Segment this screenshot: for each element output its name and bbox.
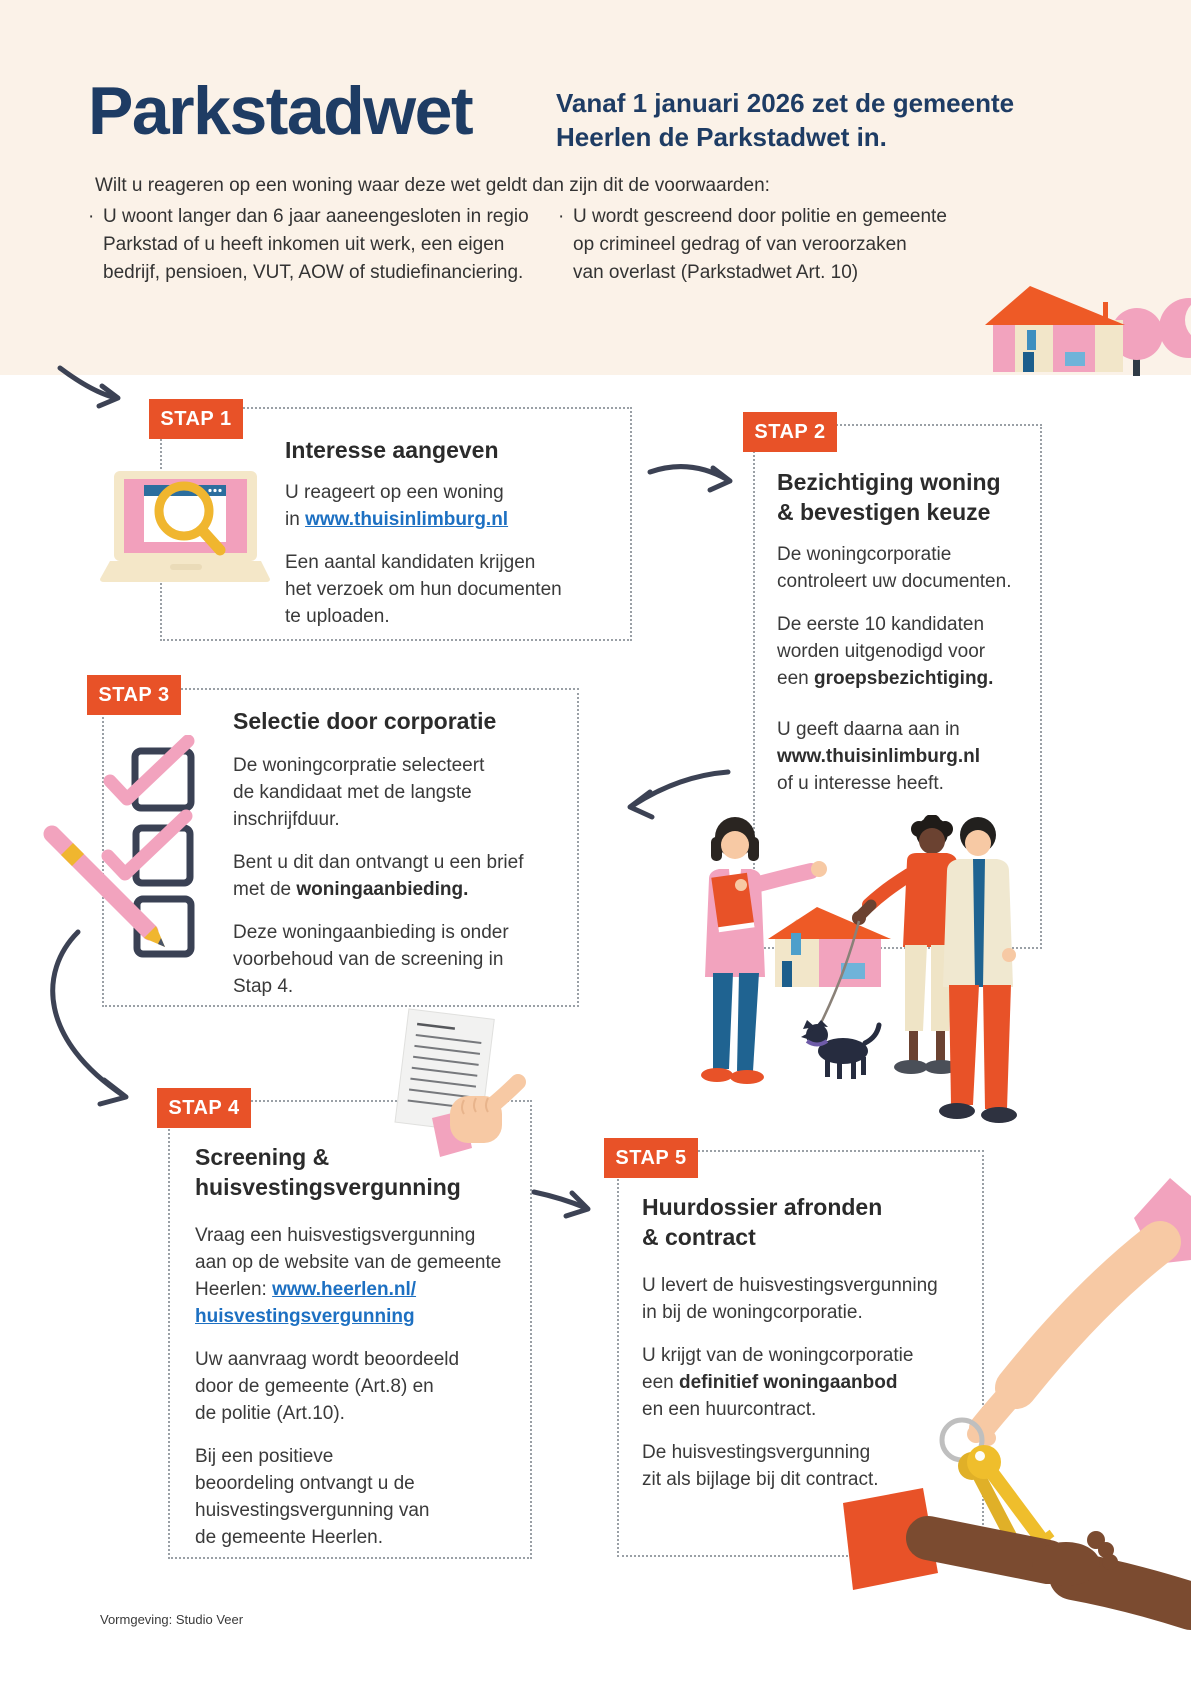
step3-badge: STAP 3 <box>87 675 181 715</box>
step2-paragraph-1: De woningcorporatie controleert uw documenten. <box>777 544 1012 592</box>
step2-p2-bold: groepsbezichtiging. <box>813 668 994 689</box>
step4-paragraph-3: Bij een positieve beoordeling ontvangt u de huisvestingsvergunning van de gemeente Heerlen. <box>195 1446 430 1548</box>
page-title: Parkstadwet <box>88 73 473 149</box>
step5-title-line1: Huurdossier afronden <box>642 1194 883 1220</box>
step2-title-line2: & bevestigen keuze <box>777 499 991 525</box>
intro-text: Wilt u reageren op een woning waar deze wet geldt dan zijn dit de voorwaarden: <box>95 175 770 196</box>
arrow-step2-to-step3-icon <box>630 772 728 817</box>
step2-title-line1: Bezichtiging woning <box>777 469 1001 495</box>
condition-bullet-2 <box>558 203 978 287</box>
heerlen-link-line1[interactable]: www.heerlen.nl/ <box>272 1279 417 1300</box>
step4-title-line1: Screening & <box>195 1144 330 1170</box>
step5-p2-text: U krijgt van de woningcorporatie een <box>642 1345 914 1393</box>
receiving-hand-icon <box>928 1531 1191 1606</box>
condition-text-1: U woont langer dan 6 jaar aaneengesloten in regio Parkstad of u heeft inkomen uit werk, een eigen bedrijf, pensioen, VUT, AOW of studiefinanciering. <box>103 206 529 283</box>
keys-handover-illustration <box>838 1178 1191 1630</box>
subtitle-line2: Heerlen de Parkstadwet in. <box>556 122 887 152</box>
step1-paragraph-1 <box>285 479 597 533</box>
houses-and-tree-illustration <box>985 258 1191 378</box>
step5-title-line2: & contract <box>642 1224 756 1250</box>
step4-p1-text: Vraag een huisvestigsvergunning aan op de website van de gemeente Heerlen: <box>195 1225 502 1300</box>
step5-paragraph-3: De huisvestingsvergunning zit als bijlage bij dit contract. <box>642 1442 879 1490</box>
people-viewing-house-illustration <box>695 815 1020 1125</box>
step3-paragraph-1: De woningcorpratie selecteert de kandidaat met de langste inschrijfduur. <box>233 755 485 830</box>
step4-content <box>195 1142 517 1567</box>
checklist-pencil-illustration <box>38 735 208 970</box>
person-in-jacket-figure <box>939 817 1017 1123</box>
step1-badge: STAP 1 <box>149 399 243 439</box>
step5-paragraph-1: U levert de huisvestingsvergunning in bij de woningcorporatie. <box>642 1275 938 1323</box>
step2-p2-text: De eerste 10 kandidaten worden uitgenodigd voor een <box>777 614 986 689</box>
step1-paragraph-2: Een aantal kandidaten krijgen het verzoek om hun documenten te uploaden. <box>285 552 562 627</box>
step5-p2-bold: definitief woningaanbod <box>678 1372 898 1393</box>
step3-content <box>233 706 563 1016</box>
step2-badge: STAP 2 <box>743 412 837 452</box>
step4-badge: STAP 4 <box>157 1088 251 1128</box>
heerlen-link-line2[interactable]: huisvestingsvergunning <box>195 1306 415 1327</box>
step5-p2-text-end: en een huurcontract. <box>642 1399 817 1420</box>
subtitle <box>556 86 1014 154</box>
step1-content <box>285 435 597 646</box>
step4-title-line2: huisvestingsvergunning <box>195 1174 461 1200</box>
step2-content <box>777 467 1025 813</box>
step1-p1-text: U reageert op een woning in <box>285 482 504 530</box>
thuisinlimburg-link[interactable]: www.thuisinlimburg.nl <box>305 509 509 530</box>
step3-p2-bold: woningaanbieding. <box>296 879 469 900</box>
step3-title: Selectie door corporatie <box>233 708 497 734</box>
document-thumbs-up-illustration <box>392 1008 537 1158</box>
step3-p2-text: Bent u dit dan ontvangt u een brief met de <box>233 852 524 900</box>
step5-badge: STAP 5 <box>604 1138 698 1178</box>
step3-paragraph-3: Deze woningaanbieding is onder voorbehoud van de screening in Stap 4. <box>233 922 509 997</box>
step1-title: Interesse aangeven <box>285 437 499 463</box>
step2-paragraph-3 <box>777 716 1025 797</box>
subtitle-line1: Vanaf 1 januari 2026 zet de gemeente <box>556 88 1015 118</box>
credit-text: Vormgeving: Studio Veer <box>100 1612 244 1627</box>
bullet-marker: · <box>558 206 565 227</box>
step3-paragraph-2 <box>233 849 563 903</box>
step2-title <box>777 467 1025 527</box>
arrow-step1-to-step2-icon <box>650 467 730 490</box>
condition-bullet-1 <box>88 203 548 287</box>
step2-p3-text-end: of u interesse heeft. <box>777 773 944 794</box>
step4-paragraph-2: Uw aanvraag wordt beoordeeld door de gemeente (Art.8) en de politie (Art.10). <box>195 1349 460 1424</box>
step4-paragraph-1 <box>195 1222 517 1330</box>
step2-p3-text: U geeft daarna aan in <box>777 719 960 740</box>
condition-text-2: U wordt gescreend door politie en gemeente op crimineel gedrag of van veroorzaken van overlast (Parkstadwet Art. 10) <box>573 206 947 283</box>
step2-p3-url: www.thuisinlimburg.nl <box>777 746 981 767</box>
bullet-marker: · <box>88 206 95 227</box>
laptop-search-illustration <box>98 433 270 583</box>
small-house-icon <box>768 907 891 987</box>
step2-paragraph-2 <box>777 611 1025 692</box>
arrow-step4-to-step5-icon <box>534 1192 588 1216</box>
